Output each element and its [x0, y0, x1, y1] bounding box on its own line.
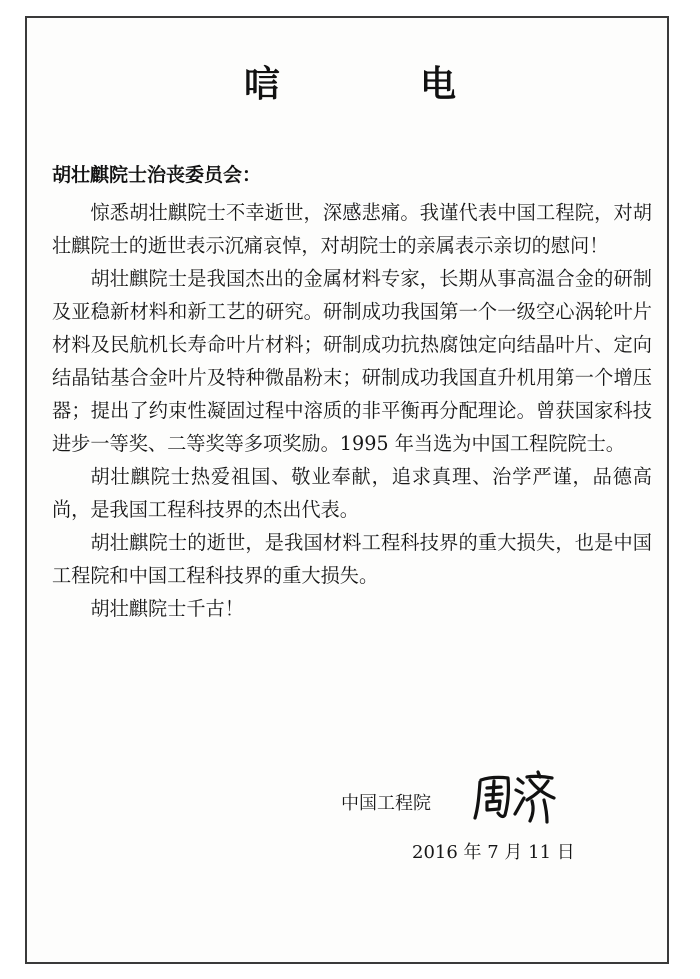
handwritten-signature — [472, 768, 560, 824]
salutation: 胡壮麒院士治丧委员会： — [52, 164, 262, 186]
paragraph-character: 胡壮麒院士热爱祖国、敬业奉献，追求真理、治学严谨，品德高尚，是我国工程科技界的杰出代表。 — [52, 465, 652, 521]
document-date: 2016 年 7 月 11 日 — [412, 842, 575, 863]
document-title: 唁 电 — [243, 64, 508, 105]
paragraph-farewell: 胡壮麒院士千古！ — [90, 597, 244, 620]
paragraph-condolence: 惊悉胡壮麒院士不幸逝世，深感悲痛。我谨代表中国工程院，对胡壮麒院士的逝世表示沉痛哀悼，对胡院士的亲属表示亲切的慰问！ — [52, 201, 652, 257]
sender-organization: 中国工程院 — [341, 793, 431, 814]
document-body — [52, 196, 652, 625]
paragraph-loss: 胡壮麒院士的逝世，是我国材料工程科技界的重大损失，也是中国工程院和中国工程科技界的重大损失。 — [52, 531, 652, 587]
paragraph-achievements: 胡壮麒院士是我国杰出的金属材料专家，长期从事高温合金的研制及亚稳新材料和新工艺的研究。研制成功我国第一个一级空心涡轮叶片材料及民航机长寿命叶片材料；研制成功抗热腐蚀定向结晶叶片、定向结晶钴基合金叶片及特种微晶粉末；研制成功我国直升机用第一个增压器；提出了约束性凝固过程中溶质的非平衡再分配理论。曾获国家科技进步一等奖、二等奖等多项奖励。1995 年当选为中国工程院院士。 — [52, 267, 652, 455]
